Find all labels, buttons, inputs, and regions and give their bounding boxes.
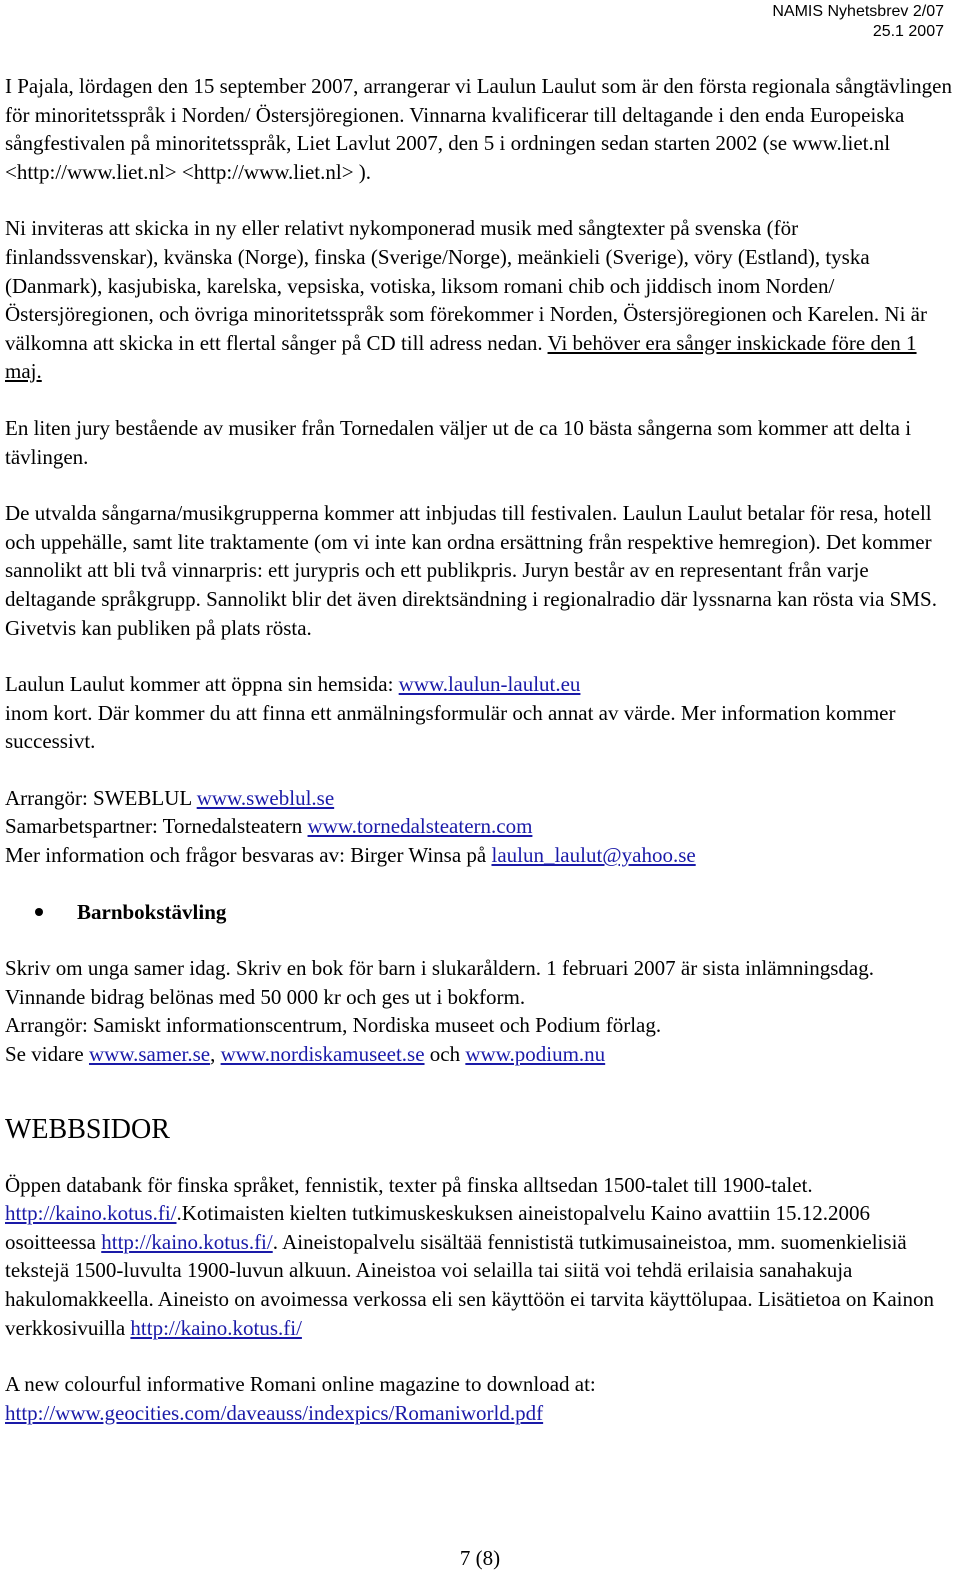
kaino-text-a: Öppen databank för finska språket, fennistik, texter på finska alltsedan 1500-talet till 1900-talet. — [5, 1172, 813, 1197]
contacts-block — [5, 784, 953, 870]
paragraph-jury: En liten jury bestående av musiker från Tornedalen väljer ut de ca 10 bästa sångerna som kommer att delta i tävlingen. — [5, 415, 912, 469]
bullet-label: Barnbokstävling — [77, 899, 227, 924]
page-number: 7 (8) — [459, 1546, 501, 1570]
partner-link[interactable]: www.tornedalsteatern.com — [307, 814, 533, 839]
paragraph-barnbok — [5, 954, 953, 1068]
partner-label: Samarbetspartner: Tornedalsteatern — [5, 814, 308, 839]
paragraph-kaino — [5, 1171, 953, 1343]
bullet-icon — [35, 908, 43, 916]
barnbok-separator: , — [210, 1042, 221, 1067]
paragraph-intro: I Pajala, lördagen den 15 september 2007, arrangerar vi Laulun Laulut som är den första regionala sångtävlingen för minoritetsspråk i Norden/ Östersjöregionen. Vinnarna kvalificerar till deltagande i den enda Europeiska sångfestivalen på minoritetsspråk, Liet Lavlut 2007, den 5 i ordningen sedan starten 2002 (se www.liet.nl <http://www.liet.nl> <http://www.liet.nl> ). — [5, 74, 952, 184]
document-body — [5, 72, 953, 1455]
samer-link[interactable]: www.samer.se — [88, 1042, 211, 1067]
kaino-link-3[interactable]: http://kaino.kotus.fi/ — [130, 1315, 302, 1340]
homepage-text: Laulun Laulut kommer att öppna sin hemsida: — [5, 672, 399, 697]
romani-text: A new colourful informative Romani online magazine to download at: — [5, 1372, 596, 1397]
barnbok-and: och — [424, 1042, 466, 1067]
barnbok-organizer: Arrangör: Samiskt informationscentrum, Nordiska museet och Podium förlag. — [5, 1013, 662, 1038]
bullet-item-barnbokstavling — [5, 898, 953, 927]
deadline-text: Vi behöver era sånger inskickade före den 1 maj. — [5, 330, 917, 384]
podium-link[interactable]: www.podium.nu — [465, 1042, 606, 1067]
header-date: 25.1 2007 — [872, 23, 944, 40]
paragraph-invitation — [5, 214, 953, 386]
kaino-link-1[interactable]: http://kaino.kotus.fi/ — [5, 1201, 177, 1226]
romani-magazine-link[interactable]: http://www.geocities.com/daveauss/indexpics/Romaniworld.pdf — [5, 1400, 544, 1425]
barnbok-text: Skriv om unga samer idag. Skriv en bok för barn i slukaråldern. 1 februari 2007 är sista inlämningsdag. Vinnande bidrag belönas med 50 000 kr och ges ut i bokform. — [5, 956, 874, 1009]
paragraph-romani — [5, 1370, 953, 1427]
homepage-link[interactable]: www.laulun-laulut.eu — [398, 672, 581, 697]
barnbok-see-label: Se vidare — [5, 1042, 89, 1067]
kaino-text-b: .Kotimaisten kielten tutkimuskeskuksen aineistopalvelu Kaino avattiin 15.12.2006 osoitteessa — [5, 1201, 870, 1254]
paragraph-homepage — [5, 670, 953, 756]
organizer-label: Arrangör: SWEBLUL — [5, 785, 197, 810]
kaino-link-2[interactable]: http://kaino.kotus.fi/ — [101, 1229, 273, 1254]
homepage-info-text: inom kort. Där kommer du att finna ett anmälningsformulär och annat av värde. Mer information kommer successivt. — [5, 700, 896, 754]
contact-email-link[interactable]: laulun_laulut@yahoo.se — [491, 843, 696, 868]
header-title: NAMIS Nyhetsbrev 2/07 — [772, 3, 944, 20]
nordiskamuseet-link[interactable]: www.nordiskamuseet.se — [220, 1042, 425, 1067]
page-header — [772, 2, 944, 42]
invitation-text: Ni inviteras att skicka in ny eller relativt nykomponerad musik med sångtexter på svenska (för finlandssvenskar), kvänska (Norge), finska (Sverige/Norge), meänkieli (Sverige), vöry (Estland), tyska (Danmark), kasjubiska, karelska, vepsiska, votiska, liksom romani chib och jiddisch inom Norden/Östersjöregionen, och övriga minoritetsspråk som förekommer i Norden, Östersjöregionen och Karelen. Ni är välkomna att skicka in ett flertal sånger på CD till adress nedan. — [5, 216, 927, 355]
section-title-webbsidor: WEBBSIDOR — [5, 1113, 170, 1145]
kaino-text-c: . Aineistopalvelu sisältää fennististä tutkimusaineistoa, mm. suomenkielisiä tekstejä 1500-luvulta 1900-luvun alkuun. Aineistoa voi selailla tai siitä voi tehdä erilaisia sanahakuja hakulomakkeella. Aineisto on avoimessa verkossa eli sen käyttöön ei tarvita käyttölupaa. Lisätietoa on Kainon verkkosivuilla — [5, 1229, 935, 1340]
info-label: Mer information och frågor besvaras av: Birger Winsa på — [5, 843, 492, 868]
organizer-link[interactable]: www.sweblul.se — [196, 785, 335, 810]
paragraph-festival: De utvalda sångarna/musikgrupperna kommer att inbjudas till festivalen. Laulun Laulut betalar för resa, hotell och uppehälle, samt lite traktamente (om vi inte kan ordna ersättning från respektive hemregion). Det kommer sannolikt att bli två vinnarpris: ett jurypris och ett publikpris. Juryn består av en representant från varje deltagande språkgrupp. Sannolikt blir det även direktsändning i regionalradio där lyssnarna kan rösta via SMS. Givetvis kan publiken på plats rösta. — [5, 501, 937, 640]
